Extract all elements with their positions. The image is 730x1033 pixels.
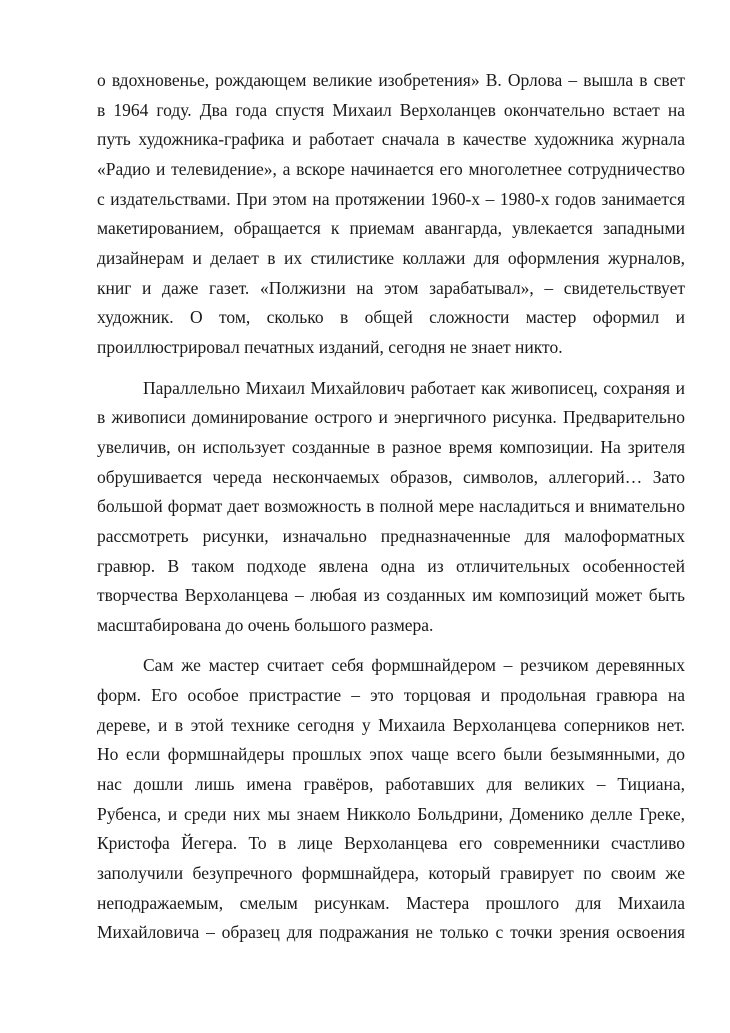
text-line: путь художника-графика и работает сначала в качестве художника журнала bbox=[97, 129, 685, 150]
text-line: дереве, и в этой технике сегодня у Михаила Верхоланцева соперников нет. bbox=[97, 714, 685, 735]
text-line: «Радио и телевидение», а вскоре начинается его многолетнее сотрудничество bbox=[97, 158, 685, 179]
text-line: рассмотреть рисунки, изначально предназначенные для малоформатных bbox=[97, 525, 685, 546]
text-line: макетированием, обращается к приемам авангарда, увлекается западными bbox=[97, 218, 685, 239]
paragraph bbox=[97, 651, 685, 948]
text-line: гравюр. В таком подходе явлена одна из отличительных особенностей bbox=[97, 555, 685, 576]
text-line: Рубенса, и среди них мы знаем Никколо Больдрини, Доменико делле Греке, bbox=[97, 803, 685, 824]
text-line: Но если формшнайдеры прошлых эпох чаще всего были безымянными, до bbox=[97, 744, 685, 765]
text-line: Михайловича – образец для подражания не только с точки зрения освоения bbox=[97, 922, 685, 943]
text-line: Сам же мастер считает себя формшнайдером – резчиком деревянных bbox=[143, 655, 685, 676]
text-line: нас дошли лишь имена гравёров, работавших для великих – Тициана, bbox=[97, 774, 685, 795]
text-line: масштабирована до очень большого размера. bbox=[97, 614, 434, 635]
text-line: увеличив, он использует созданные в разное время композиции. На зрителя bbox=[97, 436, 685, 457]
text-line: о вдохновенье, рождающем великие изобретения» В. Орлова – вышла в свет bbox=[97, 70, 685, 90]
text-line: Параллельно Михаил Михайлович работает как живописец, сохраняя и bbox=[143, 377, 685, 398]
text-line: проиллюстрировал печатных изданий, сегодня не знает никто. bbox=[97, 336, 563, 357]
paragraph bbox=[97, 374, 685, 641]
text-line: книг и даже газет. «Полжизни на этом зарабатывал», – свидетельствует bbox=[97, 277, 685, 298]
text-line: большой формат дает возможность в полной мере насладиться и внимательно bbox=[97, 496, 685, 517]
text-block bbox=[97, 66, 685, 948]
text-line: творчества Верхоланцева – любая из созданных им композиций может быть bbox=[97, 585, 685, 606]
text-line: заполучили безупречного формшнайдера, который гравирует по своим же bbox=[97, 863, 685, 884]
text-line: дизайнерам и делает в их стилистике коллажи для оформления журналов, bbox=[97, 247, 685, 268]
text-line: с издательствами. При этом на протяжении 1960-х – 1980-х годов занимается bbox=[97, 188, 685, 209]
text-line: форм. Его особое пристрастие – это торцовая и продольная гравюра на bbox=[97, 685, 685, 706]
text-line: художник. О том, сколько в общей сложности мастер оформил и bbox=[97, 307, 685, 328]
text-line: обрушивается череда нескончаемых образов, символов, аллегорий… Зато bbox=[97, 466, 685, 487]
text-line: неподражаемым, смелым рисункам. Мастера прошлого для Михаила bbox=[97, 892, 685, 913]
text-line: Кристофа Йегера. То в лице Верхоланцева его современники счастливо bbox=[97, 833, 685, 854]
paragraph bbox=[97, 66, 685, 363]
text-line: в 1964 году. Два года спустя Михаил Верхоланцев окончательно встает на bbox=[97, 99, 685, 120]
text-line: в живописи доминирование острого и энергичного рисунка. Предварительно bbox=[97, 407, 685, 428]
